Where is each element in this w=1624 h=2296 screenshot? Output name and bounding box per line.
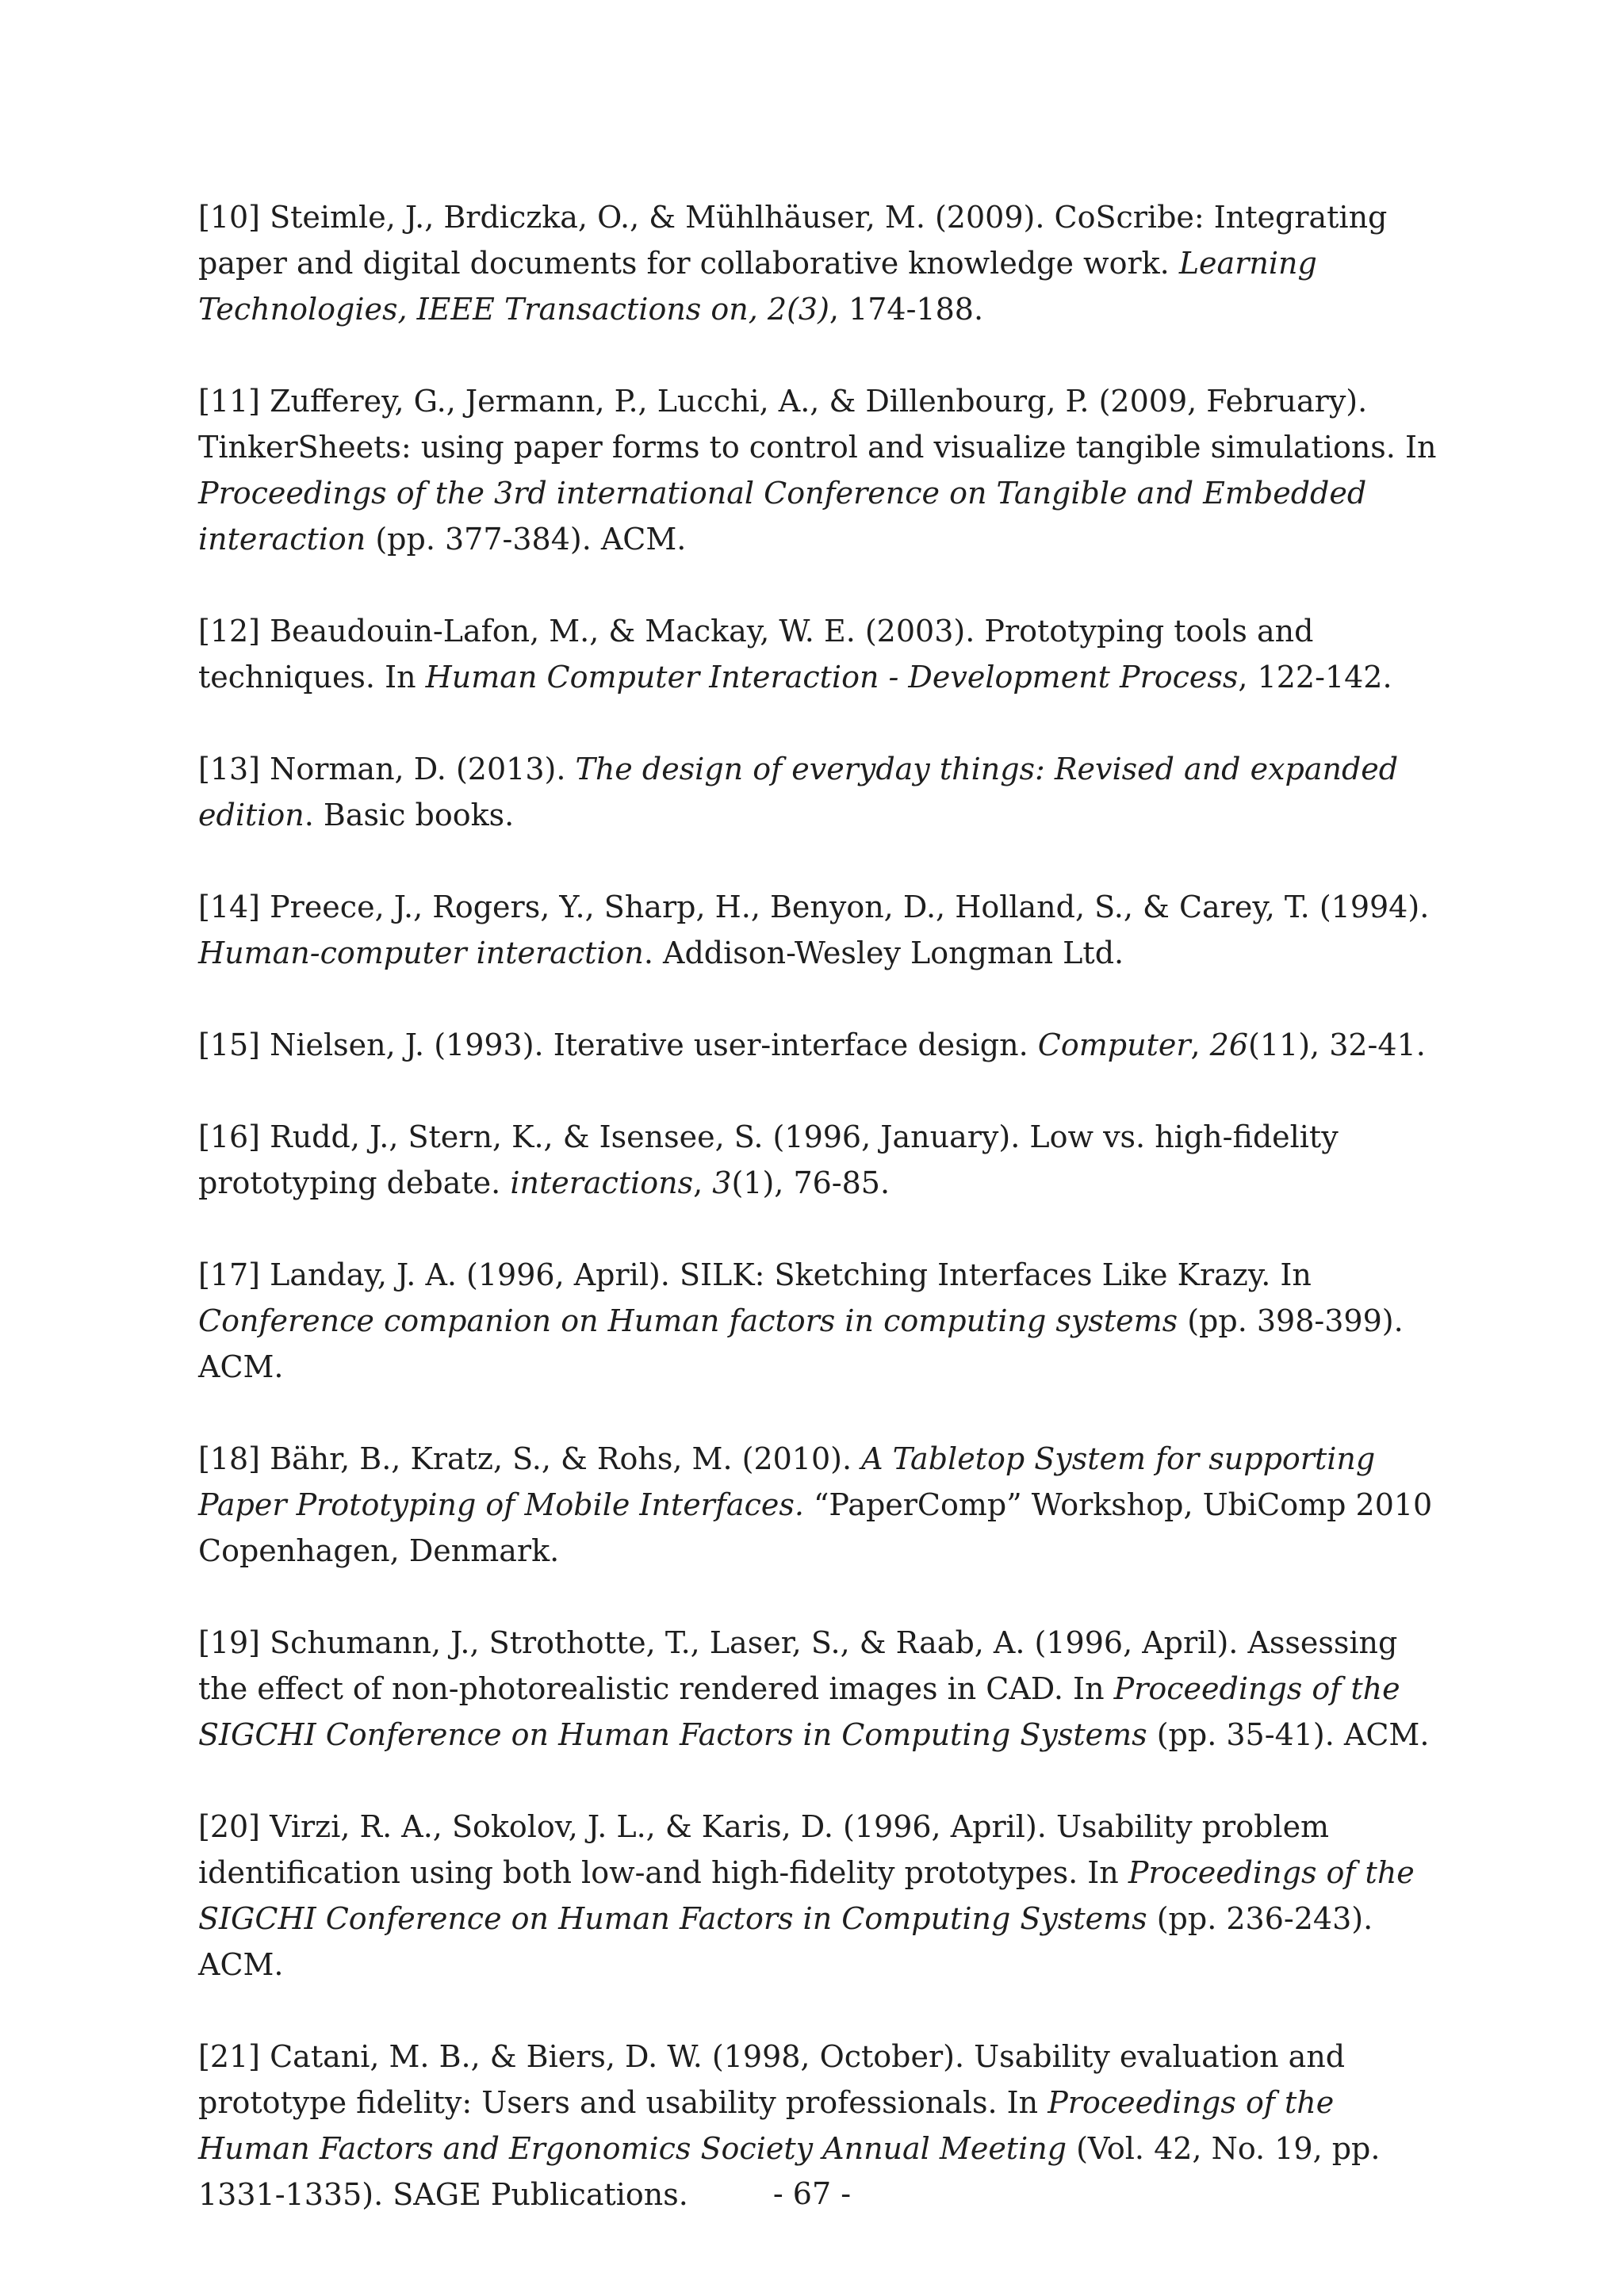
reference-text: , 122-142. [1238,660,1392,695]
reference-text: [20] Virzi, R. A., Sokolov, J. L., & Karis, D. (1996, April). Usability problem identification using both low-and high-fidelity prototypes. In [198,1809,1330,1890]
reference-italic: Proceedings of the Human Factors and Ergonomics Society Annual Meeting [198,2085,1335,2166]
reference-entry [198,1252,1451,1390]
reference-entry [198,378,1451,562]
reference-text: , 174-188. [829,292,984,327]
reference-text: [14] Preece, J., Rogers, Y., Sharp, H., Benyon, D., Holland, S., & Carey, T. (1994). [198,890,1430,924]
reference-entry [198,884,1451,976]
reference-text: (Vol. 42, No. 19, pp. 1331-1335). SAGE Publications. [198,2131,1381,2212]
reference-italic: The design of everyday things: Revised and expanded edition [198,752,1399,832]
reference-text: , [1190,1027,1210,1062]
reference-italic: Learning Technologies, IEEE Transactions on, 2(3) [198,246,1317,327]
reference-italic: 3 [712,1165,732,1200]
reference-entry [198,608,1451,700]
reference-text: (pp. 35-41). ACM. [1147,1717,1430,1752]
page-number: - 67 - [772,2176,852,2211]
reference-entry [198,194,1451,332]
reference-text: (pp. 377-384). ACM. [366,522,687,557]
reference-text: , [693,1165,713,1200]
reference-italic: Computer [1037,1027,1191,1062]
reference-entry [198,1804,1451,1988]
reference-text: (11), 32-41. [1248,1027,1426,1062]
reference-text: [18] Bähr, B., Kratz, S., & Rohs, M. (2010). [198,1441,862,1476]
reference-text: [12] Beaudouin-Lafon, M., & Mackay, W. E. (2003). Prototyping tools and techniques. In [198,614,1314,695]
reference-italic: Proceedings of the SIGCHI Conference on Human Factors in Computing Systems [198,1855,1415,1936]
reference-entry [198,1620,1451,1758]
reference-text: [21] Catani, M. B., & Biers, D. W. (1998, October). Usability evaluation and prototype fidelity: Users and usability professionals. In [198,2039,1346,2120]
reference-text: . Addison-Wesley Longman Ltd. [643,936,1124,970]
reference-text: “PaperComp” Workshop, UbiComp 2010 Copenhagen, Denmark. [198,1487,1433,1568]
reference-list [198,194,1451,2263]
reference-italic: Conference companion on Human factors in computing systems [198,1303,1178,1338]
reference-text: [19] Schumann, J., Strothotte, T., Laser, S., & Raab, A. (1996, April). Assessing the effect of non-photorealistic rendered images in CAD. In [198,1625,1398,1706]
reference-italic: Human Computer Interaction - Development Process [425,660,1239,695]
reference-italic: Proceedings of the 3rd international Conference on Tangible and Embedded interaction [198,476,1367,557]
reference-text: [11] Zufferey, G., Jermann, P., Lucchi, A., & Dillenbourg, P. (2009, February). TinkerSheets: using paper forms to control and visualize tangible simulations. In [198,384,1437,465]
reference-italic: Proceedings of the SIGCHI Conference on Human Factors in Computing Systems [198,1671,1400,1752]
reference-italic: interactions [510,1165,694,1200]
reference-entry [198,1022,1451,1068]
reference-text: [13] Norman, D. (2013). [198,752,576,786]
reference-italic: 26 [1209,1027,1249,1062]
reference-entry [198,1436,1451,1574]
reference-text: (pp. 398-399). ACM. [198,1303,1404,1384]
reference-italic: Human-computer interaction [198,936,644,970]
reference-italic: A Tabletop System for supporting Paper Prototyping of Mobile Interfaces. [198,1441,1376,1522]
reference-text: [17] Landay, J. A. (1996, April). SILK: Sketching Interfaces Like Krazy. In [198,1257,1312,1292]
reference-text: (1), 76-85. [731,1165,891,1200]
reference-entry [198,746,1451,838]
reference-text: [15] Nielsen, J. (1993). Iterative user-interface design. [198,1027,1038,1062]
reference-text: [16] Rudd, J., Stern, K., & Isensee, S. (1996, January). Low vs. high-fidelity prototyping debate. [198,1119,1339,1200]
reference-text: [10] Steimle, J., Brdiczka, O., & Mühlhäuser, M. (2009). CoScribe: Integrating paper and digital documents for collaborative knowledge work. [198,200,1388,281]
reference-text: (pp. 236-243). ACM. [198,1901,1373,1982]
reference-text: . Basic books. [304,798,515,832]
reference-entry [198,1114,1451,1206]
